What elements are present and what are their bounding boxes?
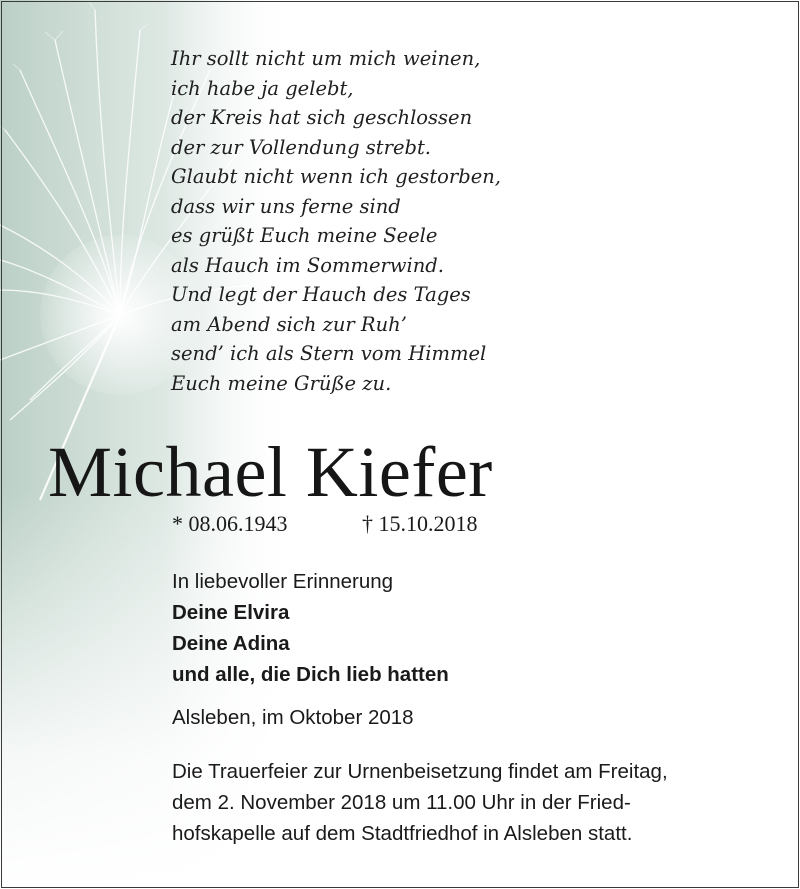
- death-date: † 15.10.2018: [362, 511, 478, 536]
- poem-line: Glaubt nicht wenn ich gestorben,: [171, 165, 501, 188]
- poem-line: ich habe ja gelebt,: [171, 76, 354, 100]
- mourner-name: Deine Adina: [172, 632, 290, 655]
- funeral-notice-line: hofskapelle auf dem Stadtfriedhof in Alsleben statt.: [172, 822, 633, 845]
- poem-line: dass wir uns ferne sind: [171, 194, 401, 218]
- poem-line: als Hauch im Sommerwind.: [171, 253, 444, 277]
- poem-line: am Abend sich zur Ruh’: [171, 312, 407, 336]
- poem-line: send’ ich als Stern vom Himmel: [171, 342, 487, 365]
- poem-line: der zur Vollendung strebt.: [171, 135, 432, 159]
- deceased-name: Michael Kiefer: [48, 432, 493, 512]
- poem-line: es grüßt Euch meine Seele: [171, 224, 438, 247]
- mourners-block: [172, 566, 449, 690]
- poem-line: Und legt der Hauch des Tages: [171, 283, 471, 306]
- poem: [171, 44, 501, 398]
- poem-line: der Kreis hat sich geschlossen: [171, 106, 473, 129]
- remembrance-intro: In liebevoller Erinnerung: [172, 570, 394, 593]
- funeral-notice-line: Die Trauerfeier zur Urnenbeisetzung findet am Freitag,: [172, 760, 668, 783]
- mourner-name: und alle, die Dich lieb hatten: [172, 663, 449, 686]
- poem-line: Euch meine Grüße zu.: [171, 371, 392, 395]
- funeral-notice-line: dem 2. November 2018 um 11.00 Uhr in der Fried-: [172, 791, 631, 814]
- birth-date: * 08.06.1943: [172, 511, 288, 536]
- poem-line: Ihr sollt nicht um mich weinen,: [171, 47, 481, 70]
- funeral-notice: [172, 756, 668, 849]
- mourner-name: Deine Elvira: [172, 601, 290, 624]
- place-date: Alsleben, im Oktober 2018: [172, 706, 414, 729]
